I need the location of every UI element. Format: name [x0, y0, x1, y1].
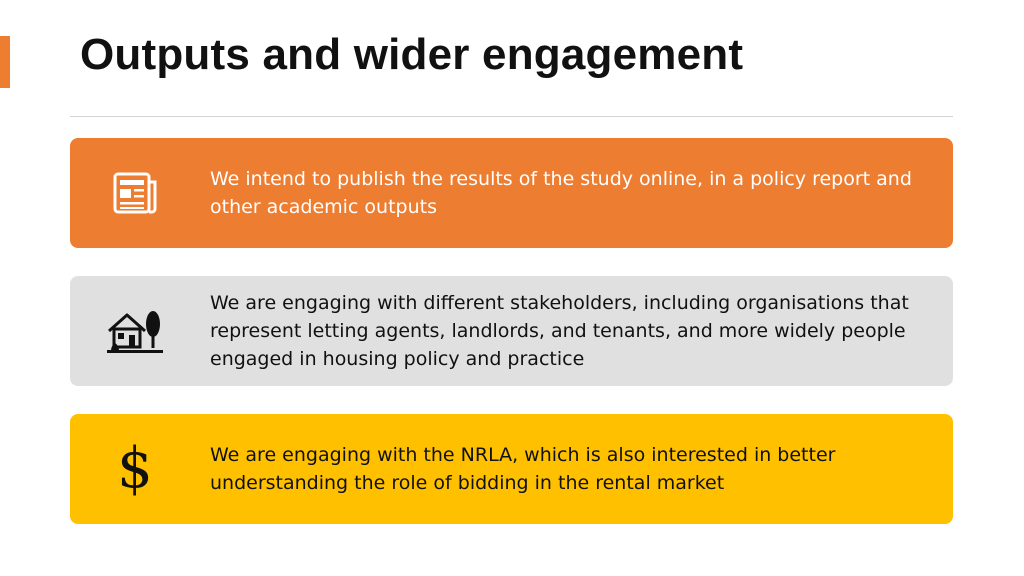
card-stakeholders: [70, 276, 953, 386]
card-text: We are engaging with different stakeholders, including organisations that represent letting agents, landlords, and tenants, and more widely people engaged in housing policy and practice: [210, 292, 909, 370]
card-icon-cell: [70, 138, 200, 248]
card-icon-cell: [70, 414, 200, 524]
title-accent-bar: [0, 36, 10, 88]
card-publication: [70, 138, 953, 248]
newspaper-icon: [112, 171, 158, 215]
house-tree-icon: [105, 307, 165, 355]
title-divider: [70, 116, 953, 117]
card-nrla: [70, 414, 953, 524]
card-icon-cell: [70, 276, 200, 386]
card-text: We intend to publish the results of the study online, in a policy report and other academic outputs: [210, 168, 912, 218]
dollar-icon: $: [117, 436, 153, 501]
slide-title: Outputs and wider engagement: [80, 30, 744, 79]
card-text: We are engaging with the NRLA, which is also interested in better understanding the role of bidding in the rental market: [210, 444, 836, 494]
